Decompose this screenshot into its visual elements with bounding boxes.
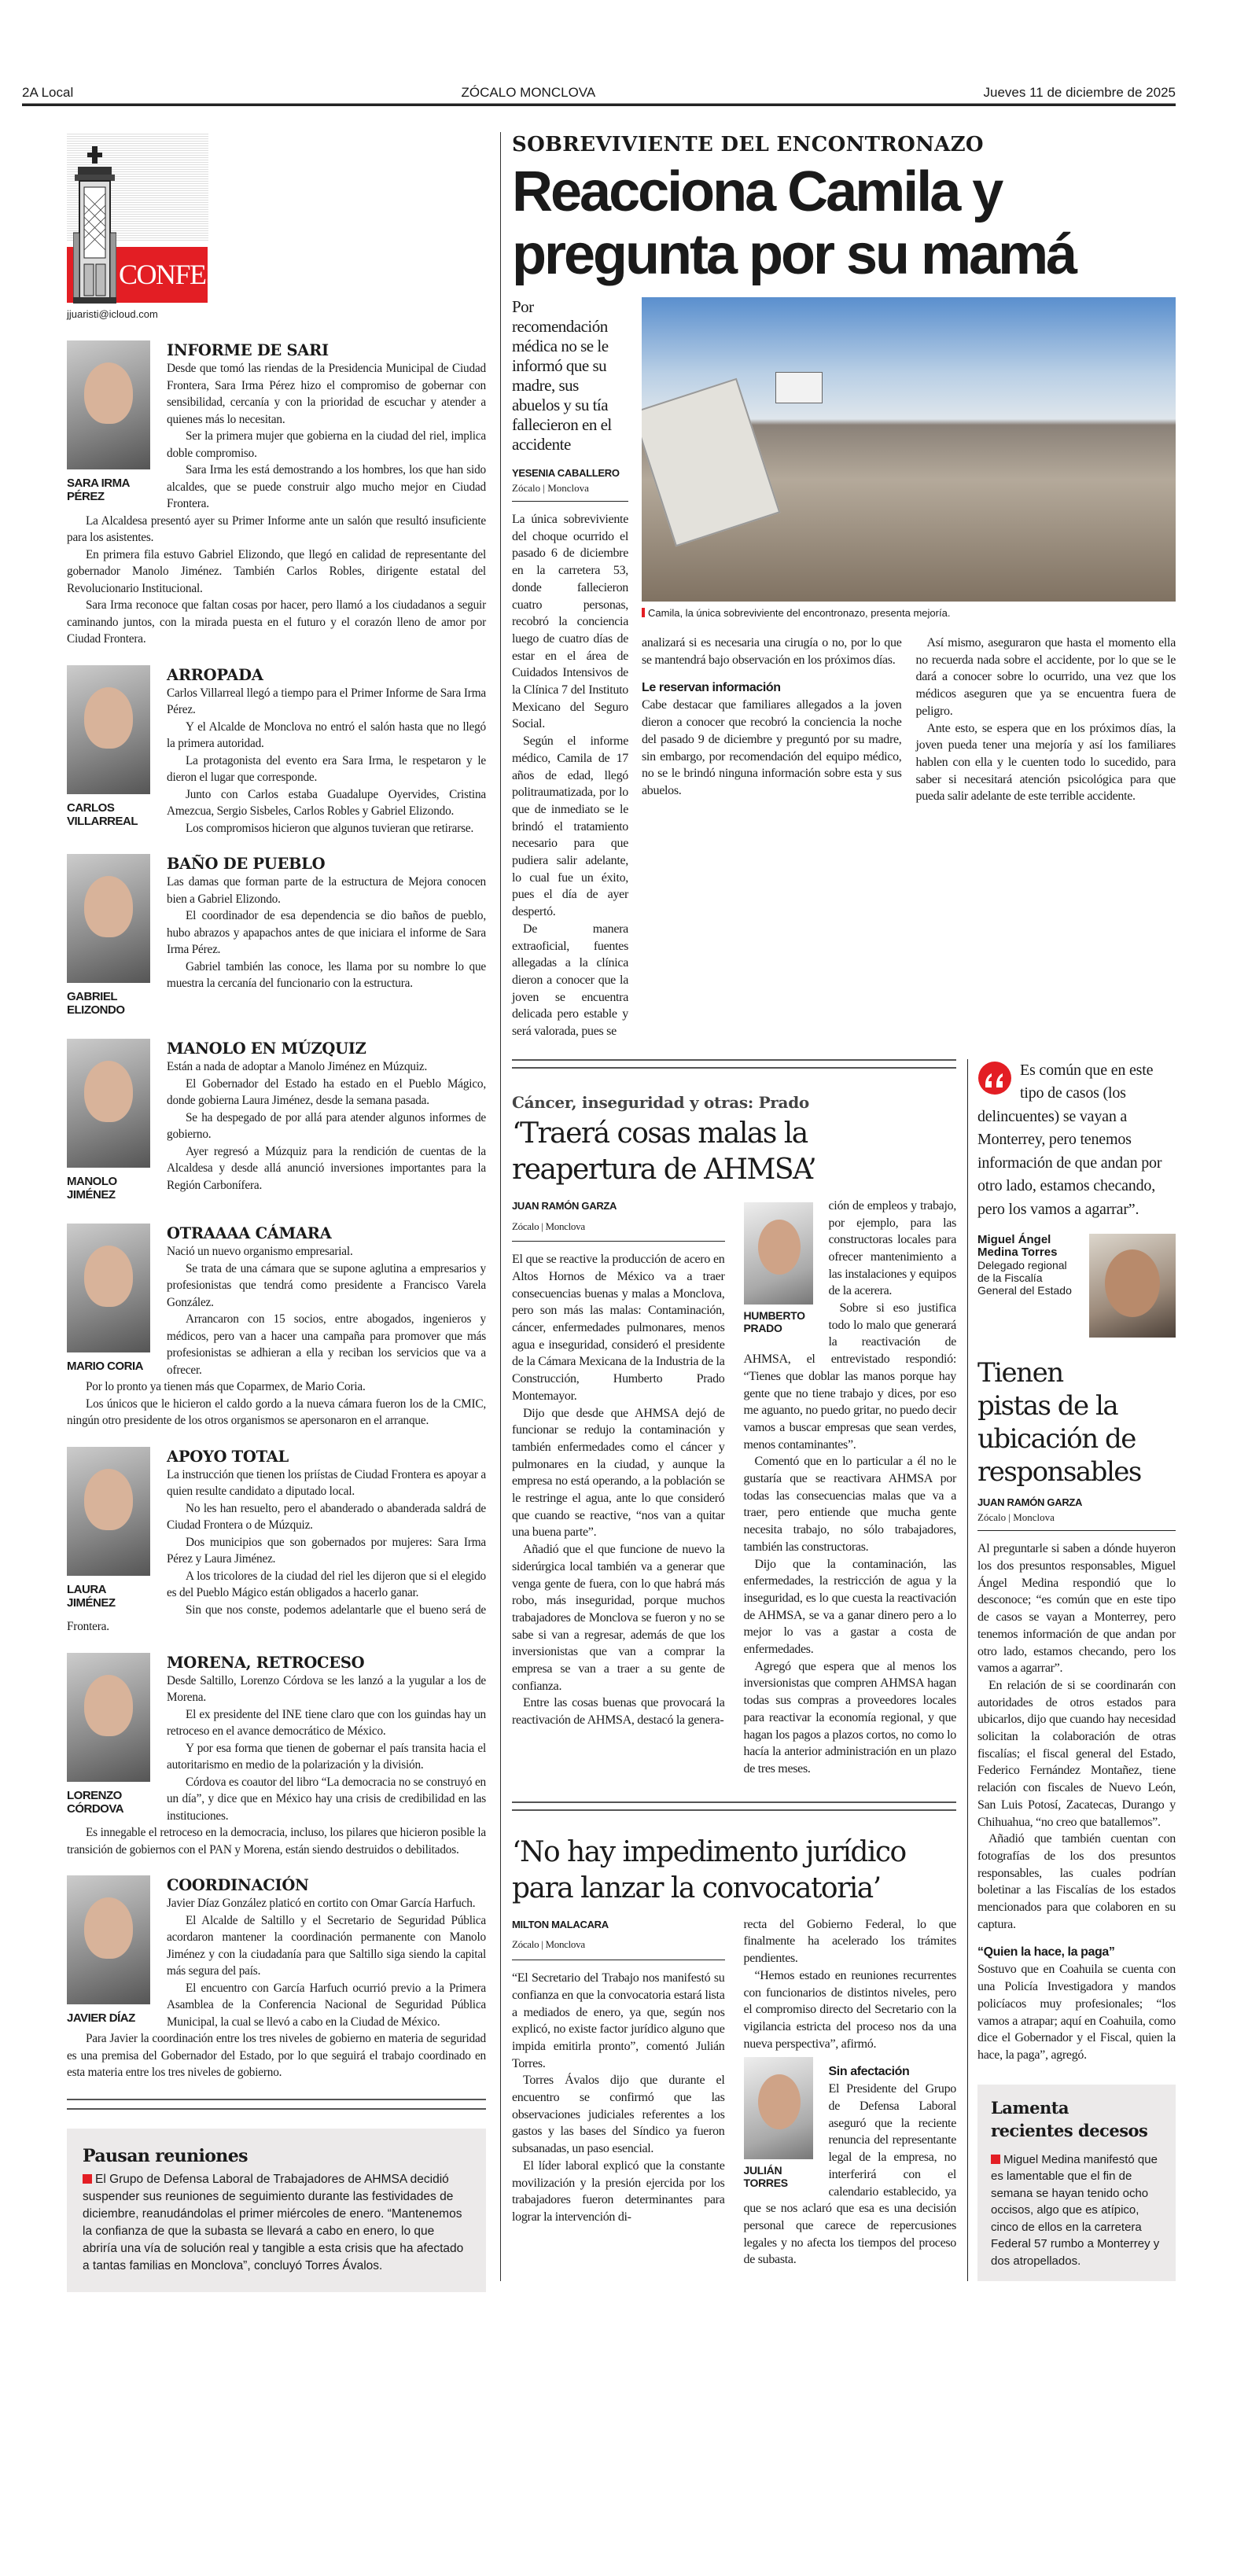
ahmsa-body (512, 1198, 956, 1778)
author-name: JUAN RAMÓN GARZA (977, 1496, 1083, 1509)
photo-caption: SARA IRMA PÉREZ (67, 477, 130, 503)
headline-line: Tienen (977, 1357, 1063, 1389)
lower-section (512, 1059, 1176, 2281)
paragraph: La única sobreviviente del choque ocurrido el pasado 6 de diciembre en la carretera 53, donde fallecieron cuatro personas, recobró la conciencia luego de cuatro días de estar en el área de Cuidados Intensivos de la Clínica 7 del Instituto Mexicano del Seguro Social. (512, 513, 628, 731)
paragraph: El Alcalde de Saltillo y el Secretario de Seguridad Pública acordaron mantener la coordinación permanente con Manolo Jiménez y con la ciudadanía para que Saltillo siga siendo la capital más segura del país. (167, 1913, 486, 1978)
paragraph: Sobre si eso justifica todo lo malo que generará la reactivación de AHMSA, el entrevistado respondió: “Tienes que doblar las manos porque hay gente que no tiene trabajo y dices, por eso me aguanto, no puedo gritar, no puedo decir vamos a buscar empresas que sean verdes, menos contaminantes”. (743, 1301, 956, 1452)
convocatoria-body (512, 1916, 956, 2269)
portrait (67, 665, 150, 794)
column-item-photo (67, 1653, 150, 1816)
paragraph: Desde que tomó las riendas de la Presidencia Municipal de Ciudad Frontera, Sara Irma Pérez hizo el compromiso de gobernar con sensibilidad, cercanía y con la prioridad de escuchar y atender a quienes más lo necesitan. (167, 362, 486, 426)
convocatoria-body-col1 (512, 1916, 725, 2226)
box-text: Miguel Medina manifestó que es lamentable que el fin de semana se hayan tenido ocho occisos, algo que es atípico, cinco de ellos en la carretera Federal 57 rumbo a Monterrey y dos atropellados. (991, 2152, 1160, 2268)
paragraph: Entre las cosas buenas que provocará la reactivación de AHMSA, destacó la genera- (512, 1696, 725, 1728)
lead-body-col1 (512, 511, 628, 1040)
column-item-heading: COORDINACIÓN (167, 1876, 309, 1894)
paragraph: Al preguntarle si saben a dónde huyeron los dos presuntos responsables, Miguel Ángel Medina respondió que lo desconoce; “es común que en este tipo de casos se vayan a Monterrey, pero tenemos información de que andan por otro lado, estamos checando, pero los vamos a agarrar”. (977, 1542, 1176, 1676)
paragraph: El Gobernador del Estado ha estado en el Pueblo Mágico, donde gobierna Laura Jiménez, desde la semana pasada. (167, 1076, 486, 1107)
author-email[interactable]: jjuaristi@icloud.com (67, 308, 158, 320)
paragraph: Córdova es coautor del libro “La democracia no se construyó en un día”, y dice que en México hay una crisis de credibilidad en las instituciones. (167, 1775, 486, 1823)
paragraph: Dijo que desde que AHMSA dejó de funcionar se redujo la contaminación y también enfermedades como el cáncer y pulmonares en la ciudad, y aunque la empresa no está operando, a la población se le restringe el agua, ante lo que consideró que cuando se reactive, “nos van a quitar una buena parte”. (512, 1406, 725, 1540)
paragraph: El líder laboral explicó que la constante movilización y la presión ejercida por los trabajadores fueron determinantes para lograr la intervención di- (512, 2158, 725, 2224)
lead-story (512, 297, 1176, 1040)
column-item-heading: MANOLO EN MÚZQUIZ (167, 1040, 366, 1058)
paragraph: Sara Irma les está demostrando a los hombres, los que han sido alcaldes, que se puede construir algo mucho mejor en Ciudad Frontera. (167, 463, 486, 510)
pistas-subhead: “Quien la hace, la paga” (977, 1945, 1115, 1960)
convocatoria-headline: ‘No hay impedimento jurídico para lanzar la convocatoria’ (512, 1835, 906, 1904)
portrait (67, 1039, 150, 1168)
lead-byline (512, 467, 628, 502)
column-item-photo (67, 665, 150, 828)
pistas-body: Al preguntarle si saben a dónde huyeron los dos presuntos responsables, Miguel Ángel Medina respondió que lo desconoce; “es común que en este tipo de casos se vayan a Monterrey, pero tenemos información de que andan por otro lado, estamos checando, pero los vamos a agarrar”. En relación de si se coordinarán con autoridades de otros estados para ubicarlos, dijo que cuando hay necesidad solicitan la colaboración de otras fiscalías; el fiscal general del Estado, Federico Fernández Montañez, tiene relación con fiscales de Nuevo León, San Luis Potosí, Zacatecas, Durango y Chihuahua, “no creo que batallemos”. Añadió que también cuentan con fotografías de los dos presuntos responsables, las cuales podrían boletinar a las Fiscalías de los estados mencionados para que colaboren en su captura. “Quien la hace, la paga” Sostuvo que en Coahuila se cuenta con una Policía Investigadora y mandos policíacos muy profesionales; “los vamos a atrapar; aquí en Coahuila, como dice el Gobernador y el Fiscal, quien la hace, la paga”, agregó. (977, 1542, 1176, 2062)
photo-caption: MARIO CORIA (67, 1360, 143, 1373)
paragraph: Los únicos que le hicieron el caldo gordo a la nueva cámara fueron los de la CMIC, ningún otro presidente de los otros organismos se apersonaron en el arranque. (67, 1397, 486, 1427)
box-title: Lamenta recientes decesos (991, 2097, 1148, 2140)
pistas-headline (977, 1356, 1176, 1489)
paragraph: Sin que nos conste, podemos adelantarle que el bueno será de Frontera. (67, 1603, 486, 1633)
paragraph: Según el informe médico, Camila de 17 años de edad, llegó politraumatizada, por lo que de inmediato se le brindó el tratamiento necesario para que pudiera salir adelante, lo cual fue un éxito, pues el día de ayer despertó. (512, 734, 628, 919)
page-grid (22, 132, 1176, 2292)
paragraph: Las damas que forman parte de la estructura de Mejora conocen bien a Gabriel Elizondo. (167, 875, 486, 906)
portrait (67, 1447, 150, 1576)
dateline: Zócalo | Monclova (512, 1938, 585, 1951)
publication-name: ZÓCALO MONCLOVA (461, 85, 596, 100)
paragraph: Por lo pronto ya tienen más que Coparmex, de Mario Coria. (86, 1380, 366, 1393)
column-item (67, 1224, 486, 1430)
pull-quote: Es común que en este tipo de casos (los delincuentes) se vayan a Monterrey, pero tenemos información de que andan por otro lado, estamos checando, pero los vamos a agarrar”. (977, 1061, 1162, 1218)
paragraph: Junto con Carlos estaba Guadalupe Oyervides, Cristina Amezcua, Sergio Sisbeles, Carlos Robles y Gabriel Elizondo. (167, 787, 486, 818)
paragraph: Para Javier la coordinación entre los tres niveles de gobierno en materia de seguridad es una premisa del Gobernador del Estado, por lo que seguirá el trabajo coordinado en esta materia entre los tres niveles de gobierno. (67, 2032, 486, 2079)
section-divider (512, 1801, 956, 1811)
bullet-square-icon (991, 2155, 1000, 2164)
paragraph: La protagonista del evento era Sara Irma, le respetaron y le dieron el lugar que corresponde. (167, 753, 486, 784)
paragraph: Es innegable el retroceso en la democracia, incluso, los pilares que hicieron posible la transición de gobiernos con el PAN y Morena, están siendo destruidos o debilitados. (67, 1826, 486, 1857)
photo-caption: LAURA JIMÉNEZ (67, 1582, 116, 1610)
paragraph: A los tricolores de la ciudad del riel les dijeron que si el elegido es del Pueblo Mágico están obligados a hacerlo ganar. (167, 1569, 486, 1599)
paragraph: Sara Irma reconoce que faltan cosas por hacer, pero llamó a los ciudadanos a seguir caminando juntos, con la mirada puesta en el futuro y el corazón lleno de amor por Ciudad Frontera. (67, 598, 486, 646)
paragraph: Gabriel también las conoce, les llama por su nombre lo que muestra la cercanía del funcionario con la estructura. (167, 959, 486, 990)
caption-bar-icon (642, 608, 645, 617)
header-rule (22, 103, 1176, 106)
portrait (744, 1202, 813, 1305)
quote-attribution (977, 1234, 1081, 1297)
main-section (500, 132, 1176, 2281)
pistas-column (967, 1059, 1176, 2281)
byline-rule (512, 1241, 725, 1242)
column-item-heading: INFORME DE SARI (167, 341, 329, 359)
quote-mark-icon (977, 1061, 1012, 1095)
photo-caption: Camila, la única sobreviviente del encontronazo, presenta mejoría. (642, 606, 1176, 620)
paragraph: Desde Saltillo, Lorenzo Córdova se les lanzó a la yugular a los de Morena. (167, 1673, 486, 1704)
column-item-heading: MORENA, RETROCESO (167, 1653, 365, 1672)
humberto-prado-photo (744, 1202, 819, 1334)
quote-role: Delegado regional de la Fiscalía General del Estado (977, 1259, 1072, 1297)
wrecked-truck-shape (642, 378, 780, 546)
paragraph: El ex presidente del INE tiene claro que con los guindas hay un retroceso en el avance democrático de México. (167, 1707, 486, 1738)
paragraph: recta del Gobierno Federal, lo que finalmente ha acelerado los trámites pendientes. (743, 1917, 956, 1966)
column-item-photo (67, 1447, 150, 1610)
paragraph: Agregó que espera que al menos los inversionistas que compren AHMSA hagan todas sus compras a proveedores locales para reactivar la economía regional, y que hagan los pagos a plazos cortos, no como lo hacía la anterior administración en un plazo de tres meses. (743, 1659, 956, 1776)
column-masthead (22, 132, 486, 320)
julian-torres-photo (744, 2057, 819, 2189)
box-text: El Grupo de Defensa Laboral de Trabajadores de AHMSA decidió suspender sus reuniones de seguimiento durante las festividades de diciembre, reanudándolas el primer miércoles de enero. “Mantenemos la confianza de que la subasta se llevará a cabo en enero, lo que abriría una vía de solución real y tangible a esta crisis que ha afectado a tantas familias en Monclova”, concluyó Torres Ávalos. (83, 2172, 464, 2272)
lead-subhead: Le reservan información (642, 681, 781, 695)
lead-body-col3 (916, 635, 1176, 805)
issue-date: Jueves 11 de diciembre de 2025 (983, 85, 1176, 100)
column-title: CONFESIONARIO (119, 259, 332, 290)
paragraph: Ser la primera mujer que gobierna en la ciudad del riel, implica doble compromiso. (167, 429, 486, 460)
dateline: Zócalo | Monclova (977, 1511, 1055, 1524)
paragraph: ción de empleos y trabajo, por ejemplo, para las constructoras locales para ofrecer mantenimiento a las instalaciones y equipos de la acerera. (828, 1198, 956, 1298)
column-item-heading: ARROPADA (167, 665, 263, 684)
column-item-photo (67, 1224, 150, 1373)
lead-deck: Por recomendación médica no se le informó que su madre, sus abuelos y su tía fallecieron en el accidente (512, 297, 612, 454)
ahmsa-body-col2 (744, 1198, 957, 1778)
paragraph: Y por esa forma que tienen de gobernar el país transita hacia el autoritarismo en medio de la polarización y la división. (167, 1741, 486, 1772)
paragraph: Y el Alcalde de Monclova no entró el salón hasta que no llegó la primera autoridad. (167, 719, 486, 750)
paragraph: En primera fila estuvo Gabriel Elizondo, que llegó en calidad de representante del gobernador Manolo Jiménez. También Carlos Robles, dirigente estatal del Revolucionario Institucional. (67, 547, 486, 595)
lead-left-column (512, 297, 628, 1040)
miguel-medina-photo (1089, 1234, 1176, 1338)
paragraph: Javier Díaz González platicó en cortito con Omar García Harfuch. (167, 1897, 476, 1910)
column-item-photo (67, 1875, 150, 2025)
confesionario-section (22, 132, 500, 2292)
column-item (67, 1039, 486, 1206)
ahmsa-body-col1 (512, 1198, 725, 1729)
portrait (67, 1653, 150, 1782)
section-divider (67, 2099, 486, 2110)
headline-line: responsables (977, 1456, 1141, 1489)
portrait (67, 854, 150, 983)
column-item (67, 1447, 486, 1636)
byline-rule (977, 1530, 1176, 1531)
column-item-heading: APOYO TOTAL (167, 1447, 289, 1466)
box-title: Pausan reuniones (83, 2145, 248, 2166)
paragraph: El encuentro con García Harfuch ocurrió previo a la Primera Asamblea de la Conferencia Nacional de Seguridad Pública Municipal, la cual se llevó a cabo en la Ciudad de México. (167, 1981, 486, 2029)
author-name: JUAN RAMÓN GARZA (512, 1199, 617, 1212)
paragraph: Añadió que el que funcione de nuevo la siderúrgica local también va a generar que venga gente de fuera, con lo que habrá más robo, más inseguridad, porque muchos trabajadores de Monclova se fueron y no se sabe si van a regresar, además de que los inversionistas que van a comprar la empresa se van a traer a su gente de confianza. (512, 1543, 725, 1693)
paragraph: Torres Ávalos dijo que durante el encuentro se confirmó que las observaciones judiciales referentes a los gastos y las bases del Síndico ya fueron subsanadas, un paso esencial. (512, 2074, 725, 2156)
paragraph: Arrancaron con 15 socios, entre abogados, ingenieros y médicos, pero van a hacer una campaña para promover que más profesionistas se adhieran a ella y reciban los servicios que va a ofrecer. (167, 1312, 486, 1377)
paragraph: Los compromisos hicieron que algunos tuvieran que retirarse. (186, 821, 474, 835)
quote-name: Miguel Ángel Medina Torres (977, 1233, 1058, 1260)
bullet-square-icon (83, 2174, 92, 2184)
section-label: 2A Local (22, 85, 74, 100)
column-item (67, 1653, 486, 1859)
lead-right-area (642, 297, 1176, 805)
paragraph: En relación de si se coordinarán con autoridades de otros estados para ubicarlos, dijo que cuando hay necesidad solicitan la colaboración de otras fiscalías; el fiscal general del Estado, Federico Fernández Montañez, tiene relación con fiscales de Nuevo León, San Luis Potosí, Zacatecas, Durango y Chihuahua, “no creo que batallemos”. (977, 1678, 1176, 1829)
lead-headline: Reacciona Camila y pregunta por su mamá (512, 160, 1076, 286)
column-logo (67, 132, 332, 307)
dateline: Zócalo | Monclova (512, 1220, 585, 1232)
column-item-heading: BAÑO DE PUEBLO (167, 855, 326, 873)
paragraph: Se ha despegado de por allá para atender algunos informes de gobierno. (167, 1110, 486, 1141)
convocatoria-body-col2: recta del Gobierno Federal, lo que finalmente ha acelerado los trámites pendientes. “Hemos estado en reuniones recurrentes con funcionarios de distintos niveles, pero el compromiso directo del Secretario con la vigilancia estricta del proceso nos da una nueva perspectiva”, afirmó. JULIÁN TORRES Sin afectación El Presidente del Grupo de Defensa Laboral aseguró que la reciente renuncia del representante legal de la empresa, no interferirá con el calendario establecido, ya que se nos aclaró que esa es una decisión personal que carece de repercusiones legales y no afecta los tiempos del proceso de subasta. (743, 1917, 956, 2267)
portrait (67, 1875, 150, 2004)
paragraph: Ante esto, se espera que en los próximos días, la joven pueda tener una mejoría y así los familiares hablen con ella y le cuenten todo lo sucedido, para saber si necesitará atención psicológica para que pueda salir adelante de este terrible accidente. (915, 721, 1176, 804)
paragraph: Están a nada de adoptar a Manolo Jiménez en Múzquiz. (167, 1060, 428, 1073)
photo-caption: HUMBERTO PRADO (743, 1308, 805, 1334)
lead-body-columns (642, 635, 1176, 805)
photo-caption: JAVIER DÍAZ (67, 2011, 135, 2025)
column-item-heading: OTRAAAA CÁMARA (167, 1224, 332, 1242)
portrait (67, 340, 150, 469)
photo-caption: JULIÁN TORRES (743, 2164, 788, 2190)
lead-body-col2: analizará si es necesaria una cirugía o no, por lo que se mantendrá bajo observación en los próximos días. Le reservan información Cabe destacar que familiares allegados a la joven dieron a conocer que recobró la conciencia la noche del pasado 9 de diciembre y preguntó por su madre, sin embargo, por recomendación del equipo médico, no se le brindó ninguna información sobre esta y sus abuelos. (642, 636, 902, 797)
photo-caption: LORENZO CÓRDOVA (67, 1788, 124, 1816)
quote-attribution-box (977, 1234, 1176, 1338)
author-name: MILTON MALACARA (512, 1918, 609, 1930)
paragraph: De manera extraoficial, fuentes allegadas a la clínica dieron a conocer que la joven se encuentra delicada pero estable y será valorada, pues se (512, 922, 628, 1039)
convocatoria-subhead: Sin afectación (828, 2065, 910, 2079)
author-name: YESENIA CABALLERO (512, 467, 620, 479)
lamenta-box (977, 2085, 1176, 2282)
column-item-photo (67, 340, 150, 503)
paragraph: Carlos Villarreal llegó a tiempo para el Primer Informe de Sara Irma Pérez. (167, 686, 486, 716)
photo-caption: GABRIEL ELIZONDO (67, 990, 125, 1017)
paragraph: Nació un nuevo organismo empresarial. (167, 1245, 353, 1258)
portrait (744, 2057, 813, 2159)
column-item (67, 854, 486, 1021)
column-item (67, 340, 486, 648)
headline-line: ubicación de (977, 1423, 1136, 1455)
dateline: Zócalo | Monclova (512, 482, 589, 494)
paragraph: “Hemos estado en reuniones recurrentes con funcionarios de distintos niveles, pero el compromiso directo del Secretario con la vigilancia estricta del proceso nos da una nueva perspectiva”, afirmó. (743, 1968, 956, 2051)
pausan-reuniones-box (67, 2129, 486, 2292)
lead-kicker: SOBREVIVIENTE DEL ENCONTRONAZO (512, 133, 984, 156)
paragraph: “El Secretario del Trabajo nos manifestó su confianza en que la convocatoria estará lista a mediados de enero, ya que, según nos explicó, no existe factor jurídico alguno que impida emitirla pronto”, comentó Julián Torres. (512, 1971, 725, 2070)
paragraph: Así mismo, aseguraron que hasta el momento ella no recuerda nada sobre el accidente, por lo que se le dará a conocer sobre lo ocurrido, una vez que los médicos aseguren que ya se encuentra fuera de peligro. (915, 636, 1176, 718)
headline-line: pistas de la (977, 1390, 1118, 1422)
confessional-tower-icon (73, 146, 116, 304)
paragraph: La instrucción que tienen los priístas de Ciudad Frontera es apoyar a quien resulte candidato a diputado local. (167, 1467, 486, 1498)
accident-photo[interactable] (642, 297, 1176, 602)
paragraph: Comentó que en lo particular a él no le gustaría que se reactivara AHMSA por todas las consecuencias malas que va a traer, pero entiende que mucha gente necesita trabajo, no sólo trabajadores, también las constructoras. (743, 1455, 956, 1554)
section-divider (512, 1059, 956, 1069)
paragraph: Dos municipios que son gobernados por mujeres: Sara Irma Pérez y Laura Jiménez. (167, 1535, 486, 1566)
photo-caption: CARLOS VILLARREAL (67, 800, 138, 828)
lower-main-column (512, 1059, 967, 2269)
column-item (67, 665, 486, 837)
paragraph: Añadió que también cuentan con fotografías de los dos presuntos responsables, las cuales podrían boletinar a las Fiscalías de los estados mencionados para que colaboren en su captura. (977, 1832, 1176, 1931)
paragraph: El que se reactive la producción de acero en Altos Hornos de México va a traer consecuencias buenas y malas a Monclova, pero son más las malas: Contaminación, cáncer, enfermedades pulmonares, menos agua e inseguridad, consideró el presidente de la Cámara Mexicana de la Industria de la Construcción, Humberto Prado Montemayor. (512, 1253, 725, 1403)
ahmsa-headline: ‘Traerá cosas malas la reapertura de AHMSA’ (512, 1117, 816, 1186)
column-item-photo (67, 1039, 150, 1202)
paragraph: Se trata de una cámara que se supone aglutina a empresarios y profesionistas que tendrá como presidente a Francisco Varela González. (167, 1261, 486, 1309)
paragraph: La Alcaldesa presentó ayer su Primer Informe ante un salón que resultó insuficiente para los asistentes. (67, 513, 486, 544)
page-header (22, 82, 1176, 101)
trailer-shape (775, 372, 823, 403)
portrait (67, 1224, 150, 1352)
photo-caption: MANOLO JIMÉNEZ (67, 1175, 117, 1202)
ahmsa-kicker: Cáncer, inseguridad y otras: Prado (512, 1092, 809, 1112)
confesionario-column (22, 340, 486, 2081)
column-item-photo (67, 854, 150, 1017)
byline-rule (512, 501, 628, 502)
paragraph: El coordinador de esa dependencia se dio baños de pueblo, hubo abrazos y apapachos antes de que iniciara el informe de Sara Irma Pérez. (167, 909, 486, 956)
column-item (67, 1875, 486, 2081)
paragraph: Dijo que la contaminación, las enfermedades, la restricción de agua y la inseguridad, es lo que cuesta la reactivación de AHMSA, se va a ganar dinero pero a lo mejor lo vas a gastar a costa de enfermedades. (743, 1557, 956, 1657)
paragraph: No les han resuelto, pero el abanderado o abanderada saldrá de Ciudad Frontera o de Múzquiz. (167, 1501, 486, 1532)
paragraph: Ayer regresó a Múzquiz para la rendición de cuentas de la Alcaldesa y desde allá anunció inversiones importantes para la Región Carbonífera. (167, 1144, 486, 1192)
